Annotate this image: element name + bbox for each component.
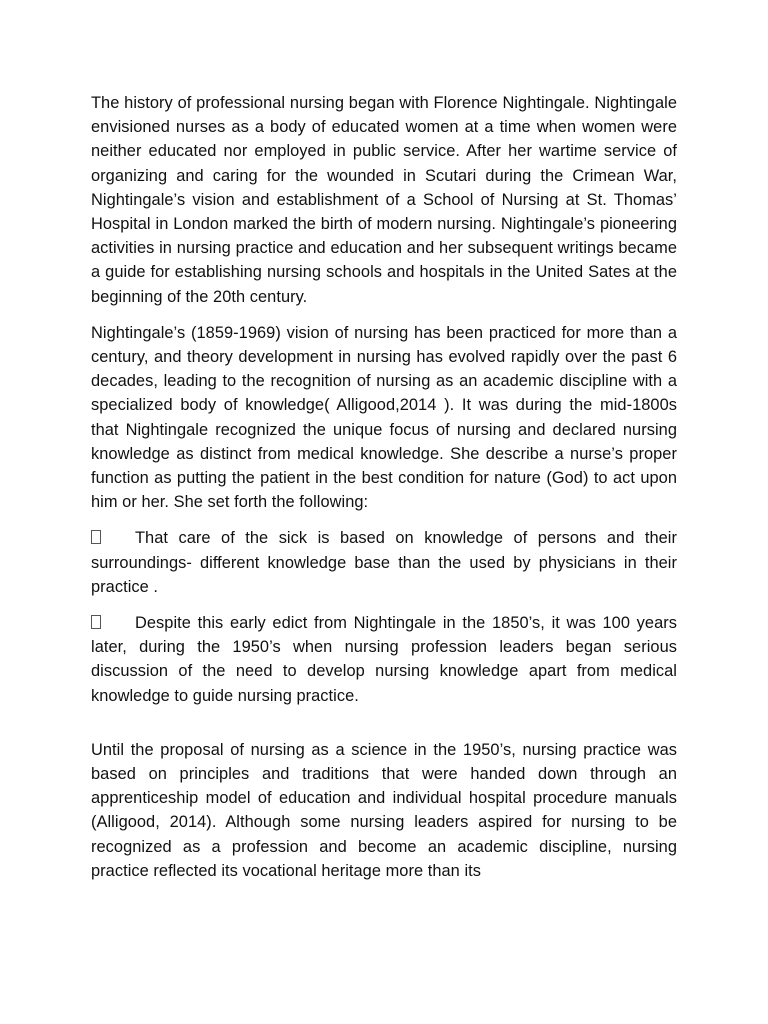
paragraph-vision: Nightingale’s (1859-1969) vision of nursing has been practiced for more than a century, and theory development in nursing has evolved rapidly over the past 6 decades, leading to the recognition of nursing as an academic discipline with a specialized body of knowledge( Alligood,2014 ). It was during the mid-1800s that Nightingale recognized the unique focus of nursing and declared nursing knowledge as distinct from medical knowledge. She describe a nurse’s proper function as putting the patient in the best condition for nature (God) to act upon him or her. She set forth the following: bbox=[91, 323, 677, 512]
bullet-item bbox=[91, 526, 677, 599]
bullet-box-icon bbox=[91, 615, 101, 629]
paragraph-history: The history of professional nursing began with Florence Nightingale. Nightingale envisioned nurses as a body of educated women at a time when women were neither educated nor employed in public service. After her wartime service of organizing and caring for the wounded in Scutari during the Crimean War, Nightingale’s vision and establishment of a School of Nursing at St. Thomas’ Hospital in London marked the birth of modern nursing. Nightingale’s pioneering activities in nursing practice and education and her subsequent writings became a guide for establishing nursing schools and hospitals in the United Sates at the beginning of the 20th century. bbox=[91, 94, 677, 306]
bullet-text: That care of the sick is based on knowledge of persons and their surroundings- different knowledge base than the used by physicians in their practice . bbox=[91, 529, 677, 596]
bullet-item bbox=[91, 611, 677, 708]
bullet-box-icon bbox=[91, 530, 101, 544]
paragraph-science: Until the proposal of nursing as a science in the 1950’s, nursing practice was based on principles and traditions that were handed down through an apprenticeship model of education and individual hospital procedure manuals (Alligood, 2014). Although some nursing leaders aspired for nursing to be recognized as a profession and become an academic discipline, nursing practice reflected its vocational heritage more than its bbox=[91, 740, 677, 880]
bullet-text: Despite this early edict from Nightingale in the 1850’s, it was 100 years later, during the 1950’s when nursing profession leaders began serious discussion of the need to develop nursing knowledge apart from medical knowledge to guide nursing practice. bbox=[91, 614, 677, 705]
